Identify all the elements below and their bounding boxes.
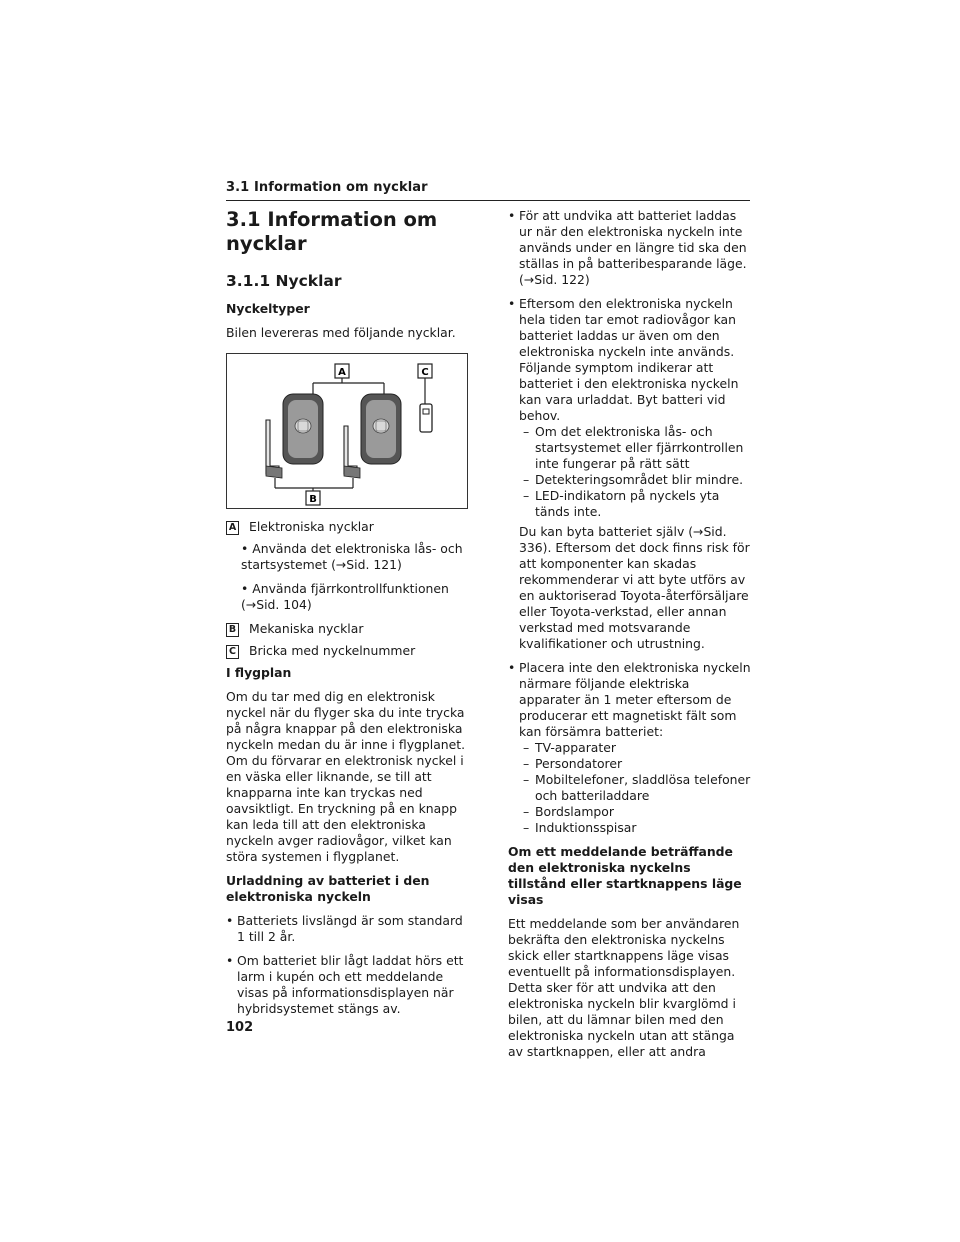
- legend-c-text: Bricka med nyckelnummer: [249, 643, 416, 658]
- legend-a: [226, 519, 470, 535]
- bullet-magnetic: • Placera inte den elektroniska nyckeln närmare följande elektriska apparater än 1 meter eftersom de producerar ett magnetiskt fält som kan försämra batteriet:: [508, 660, 751, 739]
- bullet-radio-waves: • Eftersom den elektroniska nyckeln hela tiden tar emot radiovågor kan batteriet laddas ur även om den elektroniska nyckeln inte används. Följande symptom indikerar att batteriet i den elektroniska nyckeln kan vara urladdat. Byt batteri vid behov.: [508, 296, 739, 423]
- legend-b: [226, 621, 470, 637]
- label-c: C: [421, 367, 429, 378]
- legend-a-tag: A: [226, 521, 239, 535]
- battery-replace-text: Du kan byta batteriet själv (→Sid. 336). Eftersom det dock finns risk för att komponenter kan skadas rekommenderar vi att byte utförs av en auktoriserad Toyota-återförsäljare eller Toyota-verkstad, eller annan verkstad med motsvarande kvalifikationer och utrustning.: [519, 524, 750, 651]
- device-2: – Persondatorer: [523, 756, 623, 771]
- intro-text: Bilen levereras med följande nycklar.: [226, 325, 456, 340]
- label-b: B: [309, 494, 317, 505]
- device-1: – TV-apparater: [523, 740, 616, 755]
- key-types-heading: Nyckeltyper: [226, 301, 310, 316]
- legend-c: [226, 643, 470, 659]
- legend-a-sub-1: • Använda det elektroniska lås- och startsystemet (→Sid. 121): [241, 541, 463, 572]
- legend-b-text: Mekaniska nycklar: [249, 621, 364, 636]
- device-5: – Induktionsspisar: [523, 820, 637, 835]
- symptom-1: – Om det elektroniska lås- och startsystemet eller fjärrkontrollen inte fungerar på rätt sätt: [523, 424, 744, 471]
- bullet-battery-saving: • För att undvika att batteriet laddas ur när den elektroniska nyckeln inte används under en längre tid ska den ställas in på batteribesparande läge. (→Sid. 122): [508, 208, 747, 287]
- message-text: Ett meddelande som ber användaren bekräfta den elektroniska nyckelns skick eller startknappens läge visas eventuellt på informationsdisplayen. Detta sker för att undvika att den elektroniska nyckeln blir kvarglömd i bilen, att du lämnar bilen med den elektroniska nyckeln utan att stänga av startknappen, eller att andra: [508, 916, 740, 1059]
- message-heading: Om ett meddelande beträffande den elektroniska nyckelns tillstånd eller startknappens läge visas: [508, 844, 742, 907]
- left-column: [226, 208, 470, 1025]
- plane-text: Om du tar med dig en elektronisk nyckel när du flyger ska du inte trycka på några knappar på den elektroniska nyckeln medan du är inne i flygplanet. Om du förvarar en elektronisk nyckel i en väska eller liknande, se till att knapparna inte kan tryckas ned oavsiktligt. En tryckning på en knapp kan leda till att den elektroniska nyckeln avger radiovågor, vilket kan störa systemen i flygplanet.: [226, 689, 466, 864]
- label-a: A: [338, 367, 346, 378]
- section-heading: 3.1.1 Nycklar: [226, 272, 342, 290]
- device-3: – Mobiltelefoner, sladdlösa telefoner och batteriladdare: [523, 772, 751, 803]
- legend-c-tag: C: [226, 645, 239, 659]
- legend-a-sub-2: • Använda fjärrkontrollfunktionen (→Sid. 104): [241, 581, 449, 612]
- page-number: 102: [226, 1020, 254, 1035]
- plane-heading: I flygplan: [226, 665, 292, 680]
- right-column: [508, 208, 752, 1068]
- legend-b-tag: B: [226, 623, 239, 637]
- device-4: – Bordslampor: [523, 804, 614, 819]
- symptom-2: – Detekteringsområdet blir mindre.: [523, 472, 744, 487]
- running-header: 3.1 Information om nycklar: [226, 180, 750, 201]
- battery-heading: Urladdning av batteriet i den elektroniska nyckeln: [226, 873, 430, 904]
- symptom-3: – LED-indikatorn på nyckels yta tänds inte.: [523, 488, 720, 519]
- chapter-heading: 3.1 Information om nycklar: [226, 208, 438, 255]
- battery-bullet-1: • Batteriets livslängd är som standard 1 till 2 år.: [226, 913, 463, 944]
- keys-figure: [226, 353, 468, 509]
- legend-a-text: Elektroniska nycklar: [249, 519, 374, 534]
- battery-bullet-2: • Om batteriet blir lågt laddat hörs ett larm i kupén och ett meddelande visas på informationsdisplayen när hybridsystemet stängs av.: [226, 953, 464, 1016]
